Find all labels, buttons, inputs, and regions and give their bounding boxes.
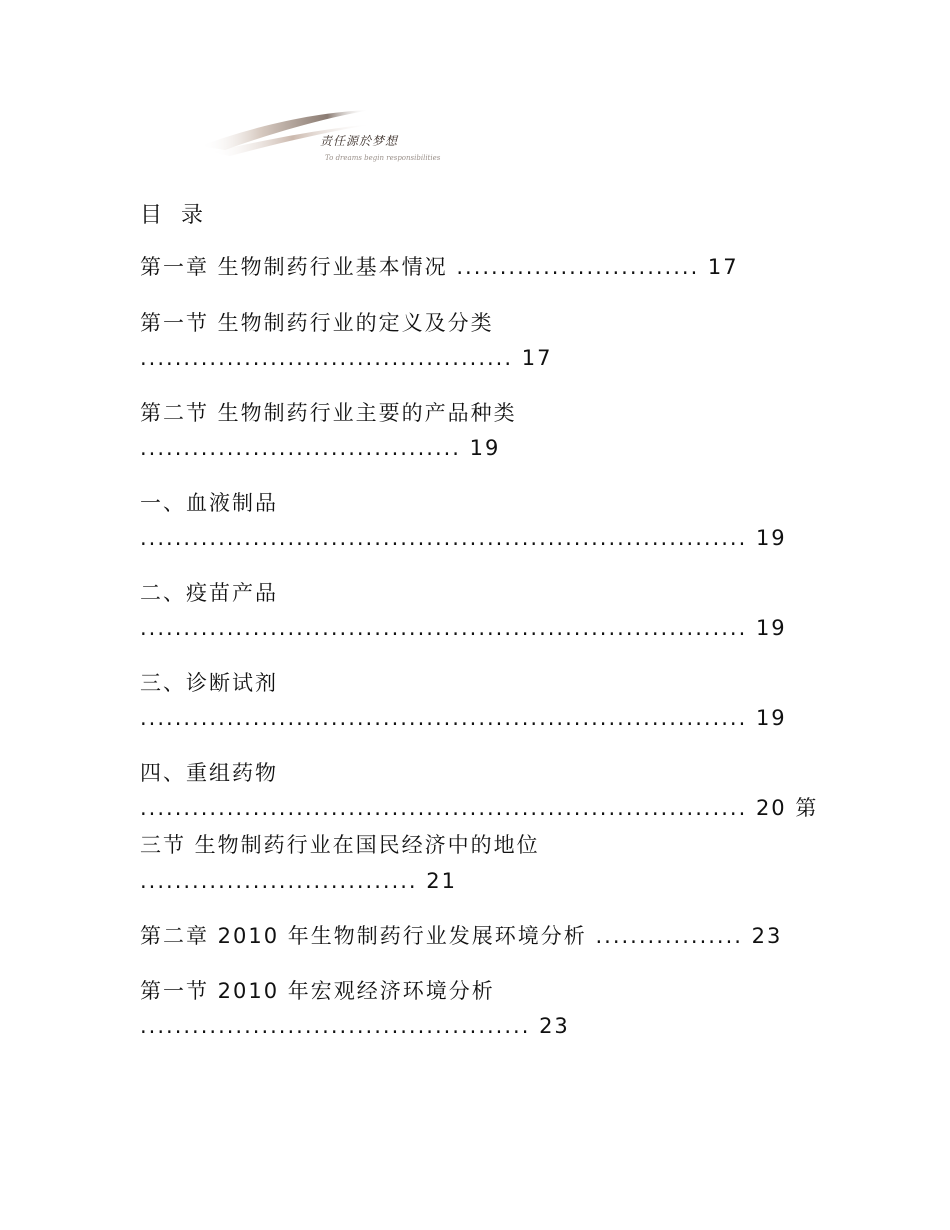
toc-entry-leader: ...................................................................... 19 — [140, 616, 787, 640]
toc-entry-leader: ................................ 21 — [140, 869, 458, 893]
toc-entry: 三节 生物制药行业在国民经济中的地位 — [140, 833, 540, 857]
toc-entry-leader: ............................................. 23 — [140, 1014, 570, 1038]
logo-subtext: To dreams begin responsibilities — [325, 154, 441, 162]
toc-title: 目 录 — [140, 203, 209, 228]
toc-entry: 第一章 生物制药行业基本情况 ............................ 17 — [140, 255, 739, 279]
toc-entry: 第二节 生物制药行业主要的产品种类 — [140, 401, 517, 425]
toc-entry-leader: ...................................................................... 20 第 — [140, 796, 819, 820]
toc-entry-leader: ..................................... 19 — [140, 436, 501, 460]
toc-entry: 二、疫苗产品 — [140, 581, 278, 605]
logo-text: 责任源於梦想 — [320, 134, 399, 148]
brand-logo — [195, 106, 460, 170]
toc-entry-leader: ...................................................................... 19 — [140, 526, 787, 550]
toc-entry: 四、重组药物 — [140, 761, 278, 785]
toc-entry: 第二章 2010 年生物制药行业发展环境分析 ................. 23 — [140, 924, 783, 948]
toc-entry: 一、血液制品 — [140, 491, 278, 515]
toc-entry: 第一节 生物制药行业的定义及分类 — [140, 311, 494, 335]
toc-entry: 第一节 2010 年宏观经济环境分析 — [140, 979, 495, 1003]
toc-entry: 三、诊断试剂 — [140, 671, 278, 695]
toc-entry-leader: ...................................................................... 19 — [140, 706, 787, 730]
toc-entry-leader: ........................................... 17 — [140, 346, 553, 370]
